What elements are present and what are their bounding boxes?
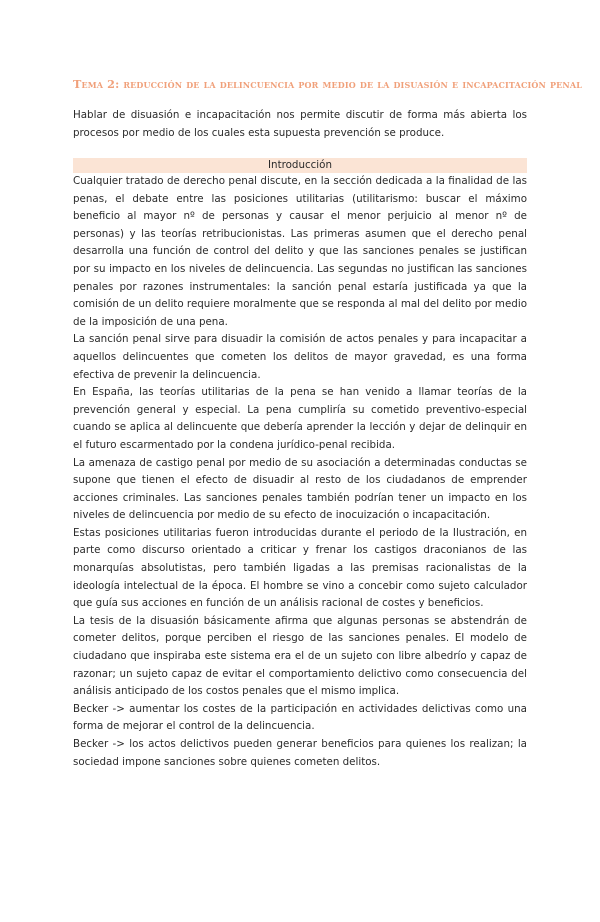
paragraph: La tesis de la disuasión básicamente afirma que algunas personas se abstendrán de cometer delitos, porque perciben el riesgo de las sanciones penales. El modelo de ciudadano que inspiraba este sistema era el de un sujeto con libre albedrío y capaz de razonar; un sujeto capaz de evitar el comportamiento delictivo como consecuencia del análisis anticipado de los costos penales que el mismo implica. <box>73 614 527 698</box>
body-text <box>73 173 527 771</box>
document-page <box>0 74 600 922</box>
paragraph: Becker -> aumentar los costes de la participación en actividades delictivas como una forma de mejorar el control de la delincuencia. <box>73 702 527 733</box>
paragraph: Estas posiciones utilitarias fueron introducidas durante el periodo de la Ilustración, en parte como discurso orientado a criticar y frenar los castigos draconianos de las monarquías absolutistas, pero también ligadas a las premisas racionalistas de la ideología intelectual de la época. El hombre se vino a concebir como sujeto calculador que guía sus acciones en función de un análisis racional de costes y beneficios. <box>73 526 527 610</box>
paragraph: La sanción penal sirve para disuadir la comisión de actos penales y para incapacitar a aquellos delincuentes que cometen los delitos de mayor gravedad, es una forma efectiva de prevenir la delincuencia. <box>73 333 527 381</box>
paragraph: Cualquier tratado de derecho penal discute, en la sección dedicada a la finalidad de las penas, el debate entre las posiciones utilitarias (utilitarismo: buscar el máximo beneficio al mayor nº de personas y causar el menor perjuicio al menor nº de personas) y las teorías retribucionistas. Las primeras asumen que el derecho penal desarrolla una función de control del delito y que las sanciones penales se justifican por su impacto en los niveles de delincuencia. Las segundas no justifican las sanciones penales por razones instrumentales: la sanción penal estaría justificada ya que la comisión de un delito requiere moralmente que se responda al mal del delito por medio de la imposición de una pena. <box>73 175 527 328</box>
paragraph: Becker -> los actos delictivos pueden generar beneficios para quienes los realizan; la sociedad impone sanciones sobre quienes cometen delitos. <box>73 738 527 768</box>
section-heading: Introducción <box>73 158 527 173</box>
document-title: Tema 2: reducción de la delincuencia por medio de la disuasión e incapacitación penal <box>73 77 582 91</box>
paragraph: En España, las teorías utilitarias de la pena se han venido a llamar teorías de la prevención general y especial. La pena cumpliría su cometido preventivo-especial cuando se aplica al delincuente que debería aprender la lección y dejar de delinquir en el futuro escarmentado por la condena jurídico-penal recibida. <box>73 386 527 451</box>
paragraph: La amenaza de castigo penal por medio de su asociación a determinadas conductas se supone que tienen el efecto de disuadir al resto de los ciudadanos de emprender acciones criminales. Las sanciones penales también podrían tener un impacto en los niveles de delincuencia por medio de su efecto de inocuización o incapacitación. <box>73 456 527 522</box>
intro-text: Hablar de disuasión e incapacitación nos permite discutir de forma más abierta los procesos por medio de los cuales esta supuesta prevención se produce. <box>73 109 527 139</box>
